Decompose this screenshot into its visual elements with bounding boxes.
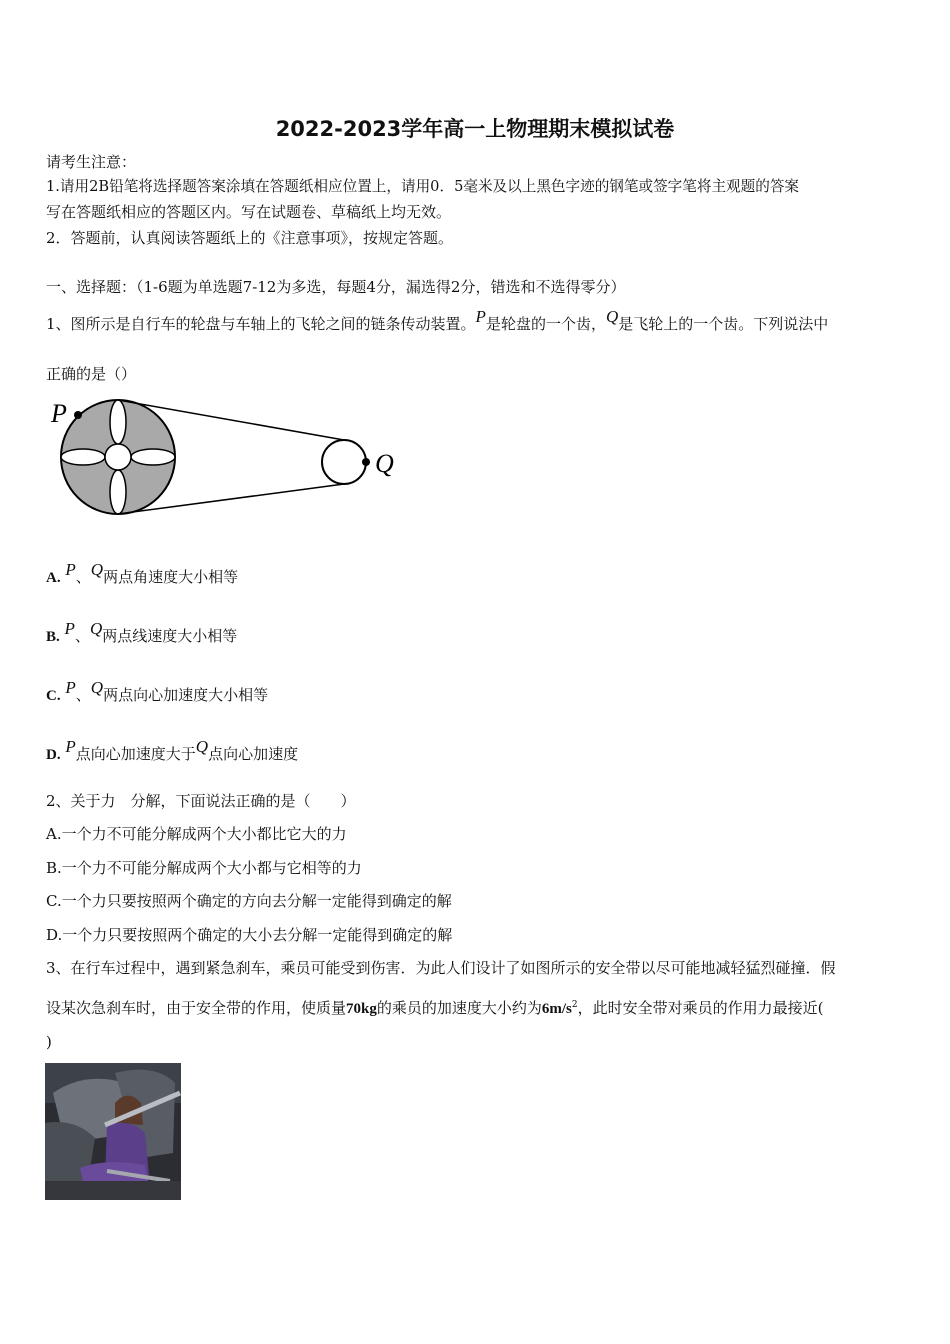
page-title: 2022-2023学年高一上物理期末模拟试卷	[275, 117, 675, 141]
q1-var-q: Q	[605, 307, 619, 326]
q2-option-b: B.一个力不可能分解成两个大小都与它相等的力	[46, 859, 362, 877]
seatbelt-photo	[45, 1063, 181, 1200]
chainring-hub	[105, 444, 131, 470]
q1-option-d: D. P点向心加速度大于Q点向心加速度	[46, 737, 299, 763]
q2-option-c: C.一个力只要按照两个确定的方向去分解一定能得到确定的解	[46, 892, 452, 910]
q1-option-b: B. P、Q两点线速度大小相等	[46, 619, 238, 645]
label-p: P	[51, 399, 67, 428]
question-2-stem: 2、关于力 分解，下面说法正确的是（ ）	[46, 792, 356, 810]
notice-heading: 请考生注意：	[46, 153, 137, 171]
chainring-spoke-right	[131, 449, 175, 465]
question-3-line-3: )	[46, 1033, 52, 1051]
point-p-dot	[74, 411, 82, 419]
question-3-line-2: 设某次急刹车时，由于安全带的作用，使质量70kg的乘员的加速度大小约为$6m/s^2$，此时安全带对乘员的作用力最接近(	[46, 999, 824, 1017]
chainring-spoke-top	[110, 400, 126, 444]
chainring-spoke-bottom	[110, 470, 126, 514]
notice-line-1: 1.请用2B铅笔将选择题答案涂填在答题纸相应位置上，请用0．5毫米及以上黑色字迹的钢笔或签字笔将主观题的答案	[46, 178, 800, 195]
chainring-spoke-left	[61, 449, 105, 465]
q1-text-2: 是轮盘的一个齿，	[485, 315, 606, 333]
chain-drive-diagram	[46, 392, 406, 522]
q2-option-d: D.一个力只要按照两个确定的大小去分解一定能得到确定的解	[46, 926, 453, 944]
q1-option-a: A. P、Q两点角速度大小相等	[46, 560, 239, 586]
q1-text-3: 是飞轮上的一个齿。下列说法中	[618, 315, 829, 333]
question-1-stem	[46, 307, 829, 334]
q2-option-a: A.一个力不可能分解成两个大小都比它大的力	[46, 825, 347, 843]
question-1-line-2: 正确的是（）	[46, 365, 137, 383]
question-3-line-1: 3、在行车过程中，遇到紧急刹车，乘员可能受到伤害．为此人们设计了如图所示的安全带以尽可能地减轻猛烈碰撞．假	[46, 959, 836, 977]
q1-option-c: C. P、Q两点向心加速度大小相等	[46, 678, 269, 704]
q1-var-p: P	[475, 307, 486, 326]
notice-line-2: 写在答题纸相应的答题区内。写在试题卷、草稿纸上均无效。	[46, 203, 452, 221]
notice-line-3: 2．答题前，认真阅读答题纸上的《注意事项》，按规定答题。	[46, 229, 454, 247]
label-q: Q	[375, 449, 394, 478]
section-heading: 一、选择题：（1-6题为单选题7-12为多选，每题4分，漏选得2分，错选和不选得零分）	[46, 278, 626, 296]
freewheel	[322, 440, 366, 484]
point-q-dot	[362, 458, 370, 466]
q1-text-1: 1、图所示是自行车的轮盘与车轴上的飞轮之间的链条传动装置。	[46, 315, 476, 333]
